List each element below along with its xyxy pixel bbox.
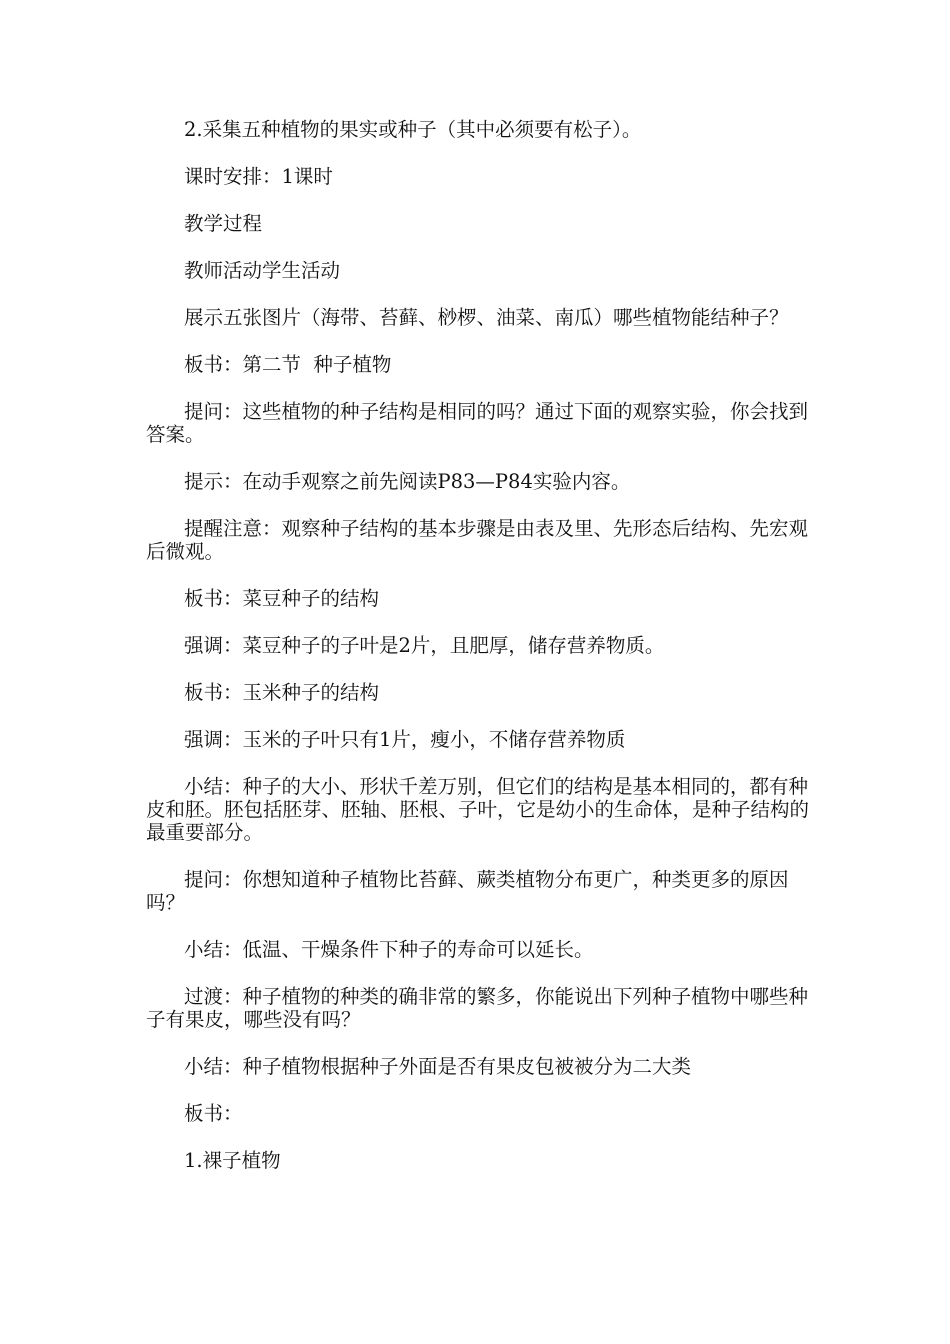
paragraph-question-structure: 提问：这些植物的种子结构是相同的吗？通过下面的观察实验，你会找到答案。 — [146, 400, 809, 446]
paragraph-reminder-steps: 提醒注意：观察种子结构的基本步骤是由表及里、先形态后结构、先宏观后微观。 — [146, 517, 809, 563]
paragraph-emphasis-corn: 强调：玉米的子叶只有1片，瘦小，不储存营养物质 — [184, 728, 626, 751]
paragraph-hint-reading: 提示：在动手观察之前先阅读P83—P84实验内容。 — [184, 470, 631, 493]
paragraph-board-corn-seed: 板书：玉米种子的结构 — [184, 681, 380, 704]
paragraph-board-label: 板书： — [184, 1102, 243, 1125]
paragraph-summary-structure: 小结：种子的大小、形状千差万别，但它们的结构是基本相同的，都有种皮和胚。胚包括胚芽、胚轴、胚根、子叶，它是幼小的生命体，是种子结构的最重要部分。 — [146, 775, 810, 844]
paragraph-transition: 过渡：种子植物的种类的确非常的繁多，你能说出下列种子植物中哪些种子有果皮，哪些没有吗？ — [146, 985, 809, 1031]
paragraph-question-distribution: 提问：你想知道种子植物比苔藓、蕨类植物分布更广，种类更多的原因吗？ — [146, 868, 789, 914]
paragraph-summary-classes: 小结：种子植物根据种子外面是否有果皮包被被分为二大类 — [184, 1055, 692, 1078]
paragraph-summary-lifespan: 小结：低温、干燥条件下种子的寿命可以延长。 — [184, 938, 594, 961]
paragraph-emphasis-bean: 强调：菜豆种子的子叶是2片，且肥厚，储存营养物质。 — [184, 634, 665, 657]
paragraph-lesson-time: 课时安排：1课时 — [184, 165, 333, 188]
paragraph-gymnosperms: 1.裸子植物 — [184, 1149, 281, 1172]
document-page — [146, 118, 810, 1196]
paragraph-materials: 2.采集五种植物的果实或种子（其中必须要有松子）。 — [184, 118, 642, 141]
paragraph-board-section-title: 板书：第二节 种子植物 — [184, 353, 392, 376]
paragraph-activities-header: 教师活动学生活动 — [184, 259, 341, 282]
paragraph-teaching-process: 教学过程 — [184, 212, 263, 235]
paragraph-board-bean-seed: 板书：菜豆种子的结构 — [184, 587, 380, 610]
paragraph-show-pictures: 展示五张图片（海带、苔藓、桫椤、油菜、南瓜）哪些植物能结种子？ — [184, 306, 789, 329]
